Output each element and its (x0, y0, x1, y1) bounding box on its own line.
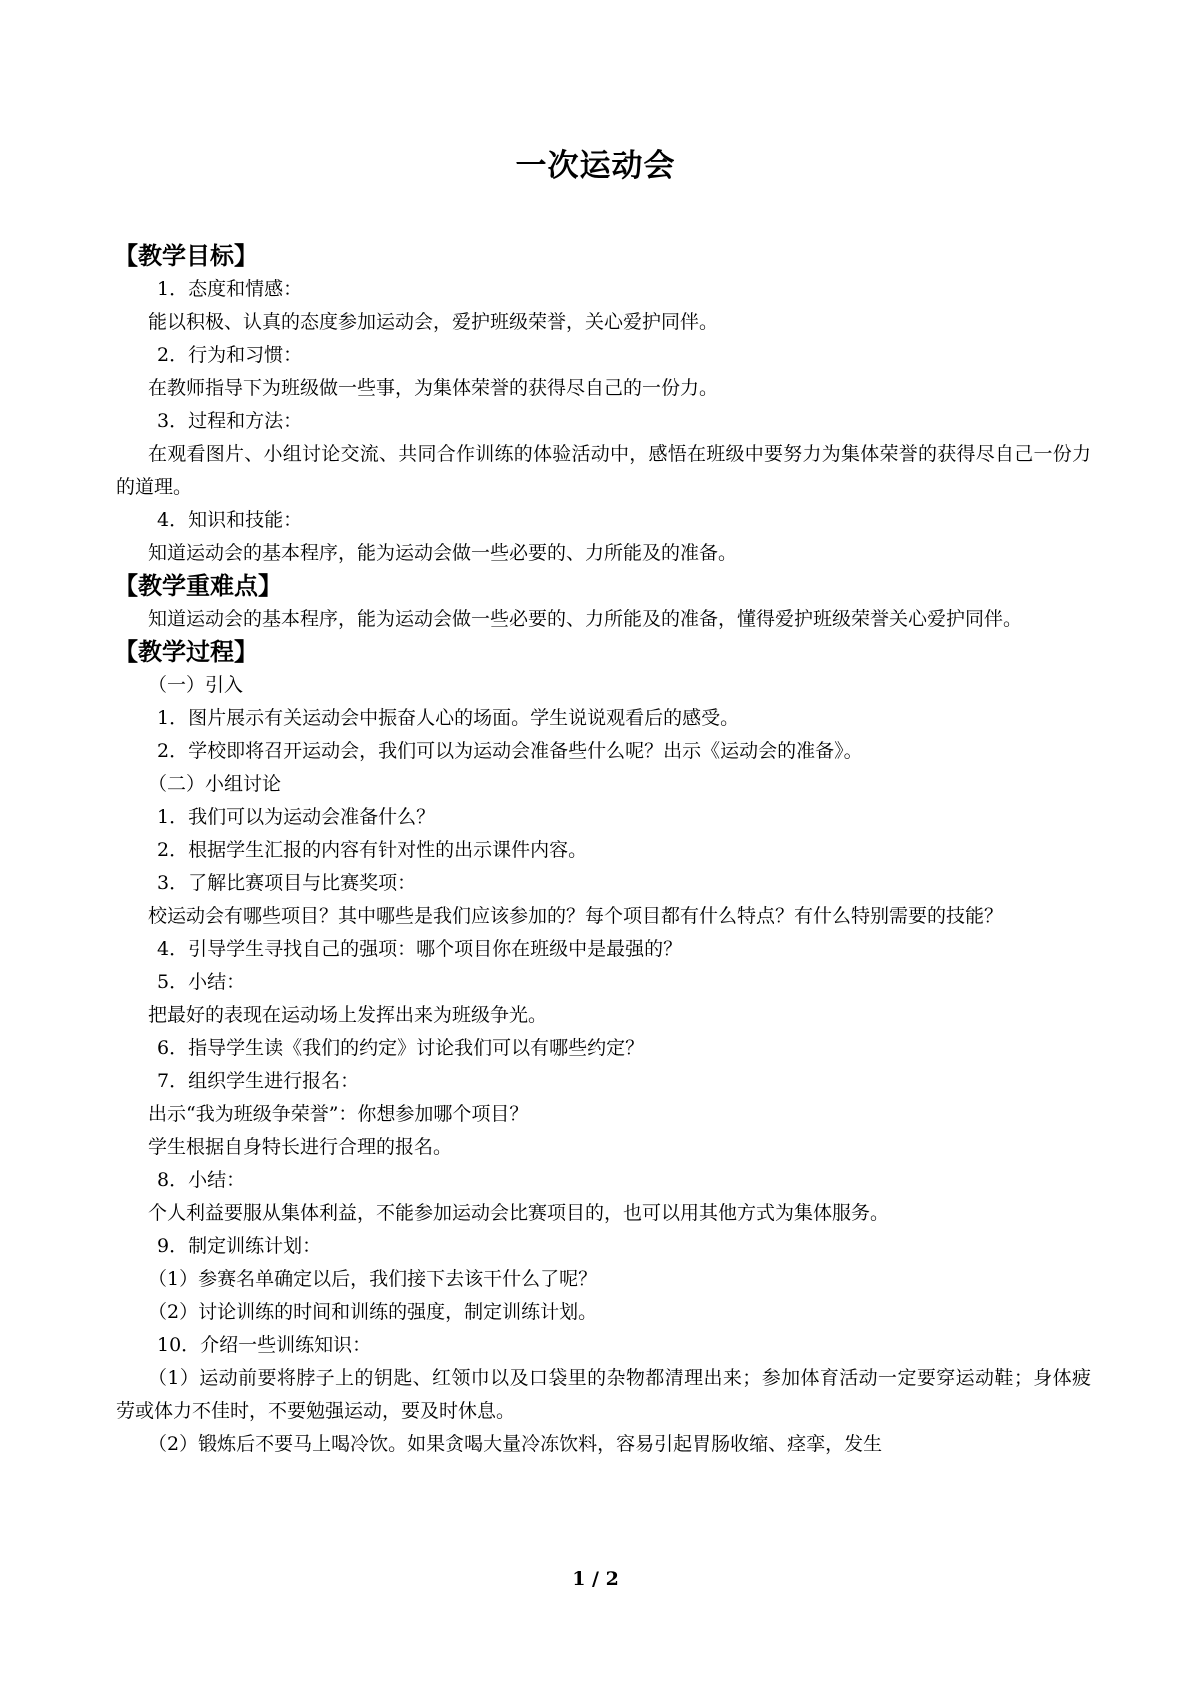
goal-4-title: 4．知识和技能： (157, 509, 303, 531)
section-heading-keypoints: 【教学重难点】 (114, 572, 282, 600)
process-line: 10．介绍一些训练知识： (157, 1334, 372, 1356)
goal-4-text: 知道运动会的基本程序，能为运动会做一些必要的、力所能及的准备。 (148, 542, 738, 564)
goal-3-text: 在观看图片、小组讨论交流、共同合作训练的体验活动中，感悟在班级中要努力为集体荣誉的获得尽自己一份力的道理。 (116, 443, 1091, 498)
process-line: 把最好的表现在运动场上发挥出来为班级争光。 (148, 1004, 548, 1026)
process-line: 学生根据自身特长进行合理的报名。 (148, 1136, 453, 1158)
process-line: 2．根据学生汇报的内容有针对性的出示课件内容。 (157, 839, 588, 861)
process-line: 6．指导学生读《我们的约定》讨论我们可以有哪些约定？ (157, 1037, 645, 1059)
process-line: 出示“我为班级争荣誉”：你想参加哪个项目？ (148, 1103, 529, 1125)
process-line: 2．学校即将召开运动会，我们可以为运动会准备些什么呢？出示《运动会的准备》。 (157, 740, 863, 762)
process-part-2-heading: （二）小组讨论 (148, 773, 282, 795)
section-heading-goals: 【教学目标】 (114, 242, 258, 270)
process-line: 9．制定训练计划： (157, 1235, 322, 1257)
document-body (116, 240, 1091, 1461)
process-line: （1）参赛名单确定以后，我们接下去该干什么了呢？ (148, 1268, 598, 1290)
goal-3-title: 3．过程和方法： (157, 410, 303, 432)
process-line: 个人利益要服从集体利益，不能参加运动会比赛项目的，也可以用其他方式为集体服务。 (148, 1202, 890, 1224)
goal-1-title: 1．态度和情感： (157, 278, 303, 300)
goal-2-title: 2．行为和习惯： (157, 344, 303, 366)
page-title: 一次运动会 (515, 148, 676, 184)
process-line: 1．我们可以为运动会准备什么？ (157, 806, 436, 828)
process-line: 8．小结： (157, 1169, 246, 1191)
goal-1-text: 能以积极、认真的态度参加运动会，爱护班级荣誉，关心爱护同伴。 (148, 311, 719, 333)
process-paragraph: （1）运动前要将脖子上的钥匙、红领巾以及口袋里的杂物都清理出来；参加体育活动一定要穿运动鞋；身体疲劳或体力不佳时，不要勉强运动，要及时休息。 (116, 1367, 1091, 1422)
process-paragraph: 校运动会有哪些项目？其中哪些是我们应该参加的？每个项目都有什么特点？有什么特别需要的技能？ (148, 905, 1004, 927)
page-number: 1 / 2 (572, 1568, 619, 1590)
goal-2-text: 在教师指导下为班级做一些事，为集体荣誉的获得尽自己的一份力。 (148, 377, 719, 399)
process-line: 5．小结： (157, 971, 246, 993)
process-line: 3．了解比赛项目与比赛奖项： (157, 872, 417, 894)
process-line: （2）锻炼后不要马上喝冷饮。如果贪喝大量冷冻饮料，容易引起胃肠收缩、痉挛，发生 (148, 1433, 883, 1455)
keypoints-text: 知道运动会的基本程序，能为运动会做一些必要的、力所能及的准备，懂得爱护班级荣誉关心爱护同伴。 (148, 608, 1023, 630)
process-line: 7．组织学生进行报名： (157, 1070, 360, 1092)
section-heading-process: 【教学过程】 (114, 638, 258, 666)
process-line: 1．图片展示有关运动会中振奋人心的场面。学生说说观看后的感受。 (157, 707, 740, 729)
process-line: （2）讨论训练的时间和训练的强度，制定训练计划。 (148, 1301, 598, 1323)
process-part-1-heading: （一）引入 (148, 674, 244, 696)
process-line: 4．引导学生寻找自己的强项：哪个项目你在班级中是最强的？ (157, 938, 683, 960)
